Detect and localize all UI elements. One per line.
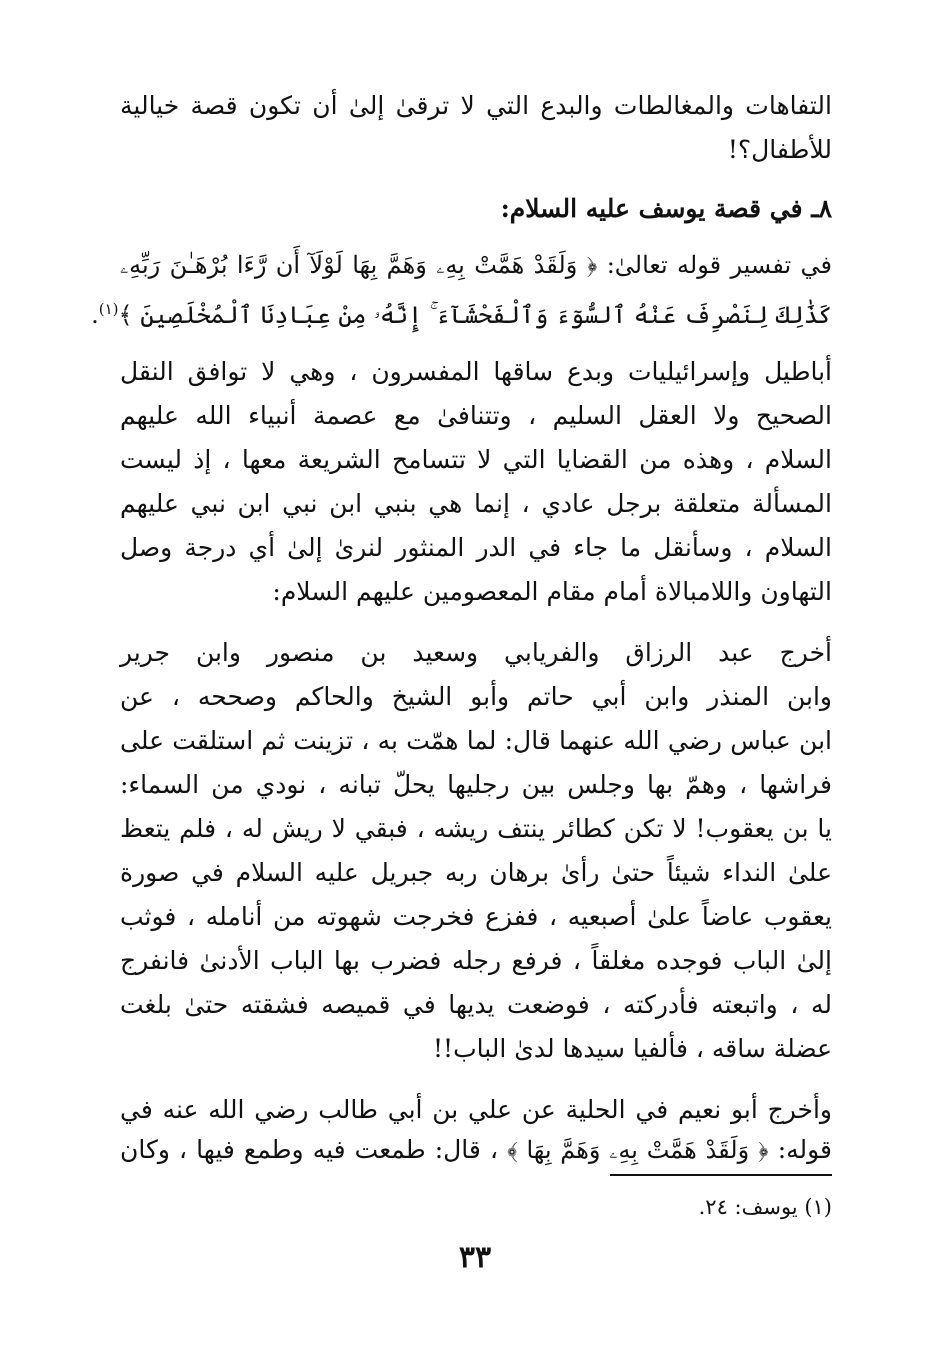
- page-number: ٣٣: [458, 1240, 492, 1275]
- narration-line-5: يا بن يعقوب! لا تكن كطائر ينتف ريشه ، فبقي لا ريش له ، فلم يتعظ: [120, 814, 832, 843]
- intro-line-1: التفاهات والمغالطات والبدع التي لا ترقىٰ إلىٰ أن تكون قصة خيالية: [120, 91, 832, 120]
- abu-nuaim-verse: ﴿ وَلَقَدْ هَمَّتْ بِهِۦ وَهَمَّ بِهَا ﴾: [507, 1136, 769, 1164]
- commentary-line-2: الصحيح ولا العقل السليم ، وتتنافىٰ مع عصمة أنبياء الله عليهم: [120, 401, 832, 430]
- footnote-divider: [610, 1174, 832, 1176]
- narration-line-3: ابن عباس رضي الله عنهما قال: لما همّت به ، تزينت ثم استلقت على: [120, 726, 832, 755]
- narration-line-6: علىٰ النداء شيئاً حتىٰ رأىٰ برهان ربه جبريل عليه السلام في صورة: [120, 858, 832, 887]
- commentary-line-4: المسألة متعلقة برجل عادي ، إنما هي بنبي ابن نبي ابن نبي عليهم: [120, 489, 832, 518]
- abu-nuaim-line-2-pre: قوله:: [777, 1135, 832, 1164]
- narration-line-9: له ، واتبعته فأدركته ، فوضعت يديها في قميصه فشقته حتىٰ بلغت: [120, 990, 832, 1019]
- narration-line-1: أخرج عبد الرزاق والفريابي وسعيد بن منصور وابن جرير: [120, 638, 832, 667]
- narration-line-8: إلىٰ الباب فوجده مغلقاً ، فرفع رجله فضرب بها الباب الأدنىٰ فانفرج: [120, 946, 832, 975]
- verse-text: كَذَٰلِكَ لِنَصْرِفَ عَنْهُ ٱلسُّوٓءَ وَٱلْفَحْشَآءَ ۚ إِنَّهُۥ مِنْ عِبَادِنَا ٱلْمُخْلَصِينَ ﴾: [118, 301, 832, 329]
- commentary-line-1: أباطيل وإسرائيليات وبدع ساقها المفسرون ، وهي لا توافق النقل: [120, 357, 832, 386]
- abu-nuaim-line-1: وأخرج أبو نعيم في الحلية عن علي بن أبي طالب رضي الله عنه في: [120, 1095, 832, 1124]
- footnote-marker: (١): [98, 300, 119, 318]
- narration-line-4: فراشها ، وهمّ بها وجلس بين رجليها يحلّ تبانه ، نودي من السماء:: [120, 770, 832, 799]
- commentary-line-3: السلام ، وهذه من القضايا التي لا تتسامح الشريعة معها ، إذ ليست: [120, 445, 832, 474]
- verse-end-period: .: [91, 301, 99, 329]
- narration-line-2: وابن المنذر وابن أبي حاتم وأبو الشيخ والحاكم وصححه ، عن: [120, 682, 832, 711]
- narration-line-7: يعقوب عاضاً علىٰ أصبعيه ، ففزع فخرجت شهوته من أنامله ، فوثب: [120, 902, 832, 931]
- footnote: (١) يوسف: ٢٤.: [698, 1195, 832, 1219]
- commentary-line-6: التهاون واللامبالاة أمام مقام المعصومين عليهم السلام:: [272, 577, 832, 606]
- verse-line-1: في تفسير قوله تعالىٰ: ﴿ وَلَقَدْ هَمَّتْ بِهِۦ وَهَمَّ بِهَا لَوْلَآ أَن رَّءَا بُرْهَـٰنَ رَبِّهِۦ: [120, 251, 832, 279]
- commentary-line-5: السلام ، وسأنقل ما جاء في الدر المنثور لنرىٰ إلىٰ أي درجة وصل: [120, 533, 832, 562]
- abu-nuaim-line-2: [120, 1128, 832, 1172]
- narration-line-10: عضلة ساقه ، فألفيا سيدها لدىٰ الباب!!: [432, 1034, 832, 1063]
- section-heading: ٨ـ في قصة يوسف عليه السلام:: [500, 194, 832, 223]
- verse-line-2: [91, 287, 832, 331]
- intro-line-2: للأطفال؟!: [727, 135, 832, 164]
- abu-nuaim-line-2-post: ، قال: طمعت فيه وطمع فيها ، وكان: [120, 1135, 499, 1164]
